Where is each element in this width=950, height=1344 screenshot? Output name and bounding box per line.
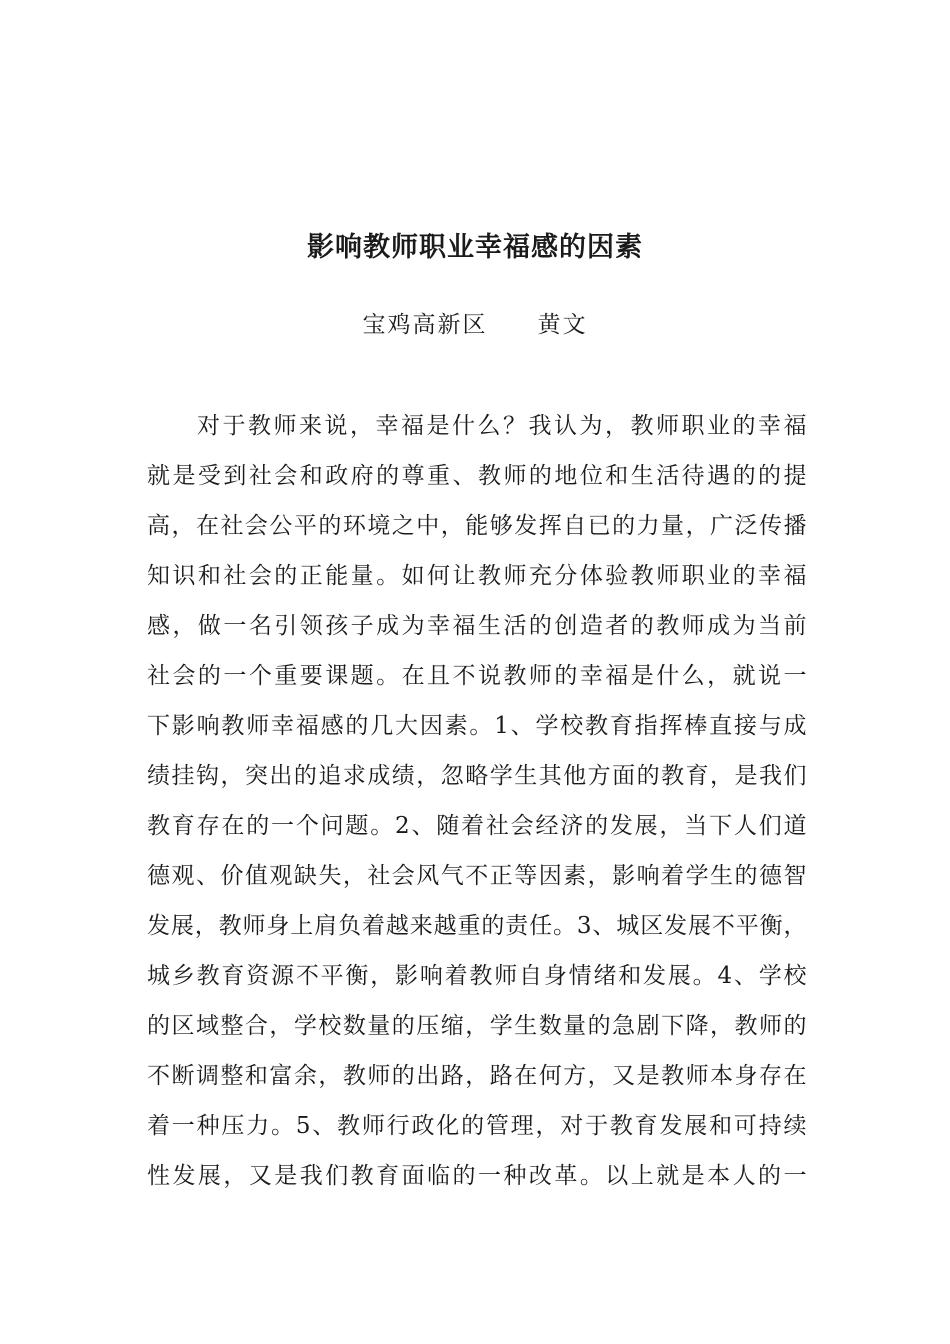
- body-line: 感，做一名引领孩子成为幸福生活的创造者的教师成为当前: [147, 613, 807, 639]
- body-line: 城乡教育资源不平衡，影响着教师自身情绪和发展。4、学校: [147, 963, 807, 989]
- byline-district: 宝鸡高新区: [362, 312, 488, 338]
- document-title: 影响教师职业幸福感的因素: [307, 232, 643, 263]
- body-line: 高，在社会公平的环境之中，能够发挥自已的力量，广泛传播: [147, 513, 807, 539]
- body-paragraph: [147, 401, 807, 1201]
- body-line: 教育存在的一个问题。2、随着社会经济的发展，当下人们道: [147, 813, 807, 839]
- body-line: 着一种压力。5、教师行政化的管理，对于教育发展和可持续: [147, 1113, 807, 1139]
- body-line: 不断调整和富余，教师的出路，路在何方，又是教师本身存在: [147, 1063, 807, 1089]
- body-line: 发展，教师身上肩负着越来越重的责任。3、城区发展不平衡，: [147, 913, 807, 939]
- body-line: 知识和社会的正能量。如何让教师充分体验教师职业的幸福: [147, 563, 807, 589]
- byline-author: 黄文: [537, 312, 588, 338]
- body-line: 绩挂钩，突出的追求成绩，忽略学生其他方面的教育，是我们: [147, 763, 807, 789]
- byline: [0, 305, 950, 345]
- body-line: 德观、价值观缺失，社会风气不正等因素，影响着学生的德智: [147, 863, 807, 889]
- body-line: 对于教师来说，幸福是什么？我认为，教师职业的幸福: [197, 413, 807, 439]
- body-line: 的区域整合，学校数量的压缩，学生数量的急剧下降，教师的: [147, 1013, 807, 1039]
- body-line: 就是受到社会和政府的尊重、教师的地位和生活待遇的的提: [147, 463, 807, 489]
- body-line: 下影响教师幸福感的几大因素。1、学校教育指挥棒直接与成: [147, 713, 807, 739]
- body-line: 性发展，又是我们教育面临的一种改革。以上就是本人的一: [147, 1163, 807, 1189]
- body-line: 社会的一个重要课题。在且不说教师的幸福是什么，就说一: [147, 663, 807, 689]
